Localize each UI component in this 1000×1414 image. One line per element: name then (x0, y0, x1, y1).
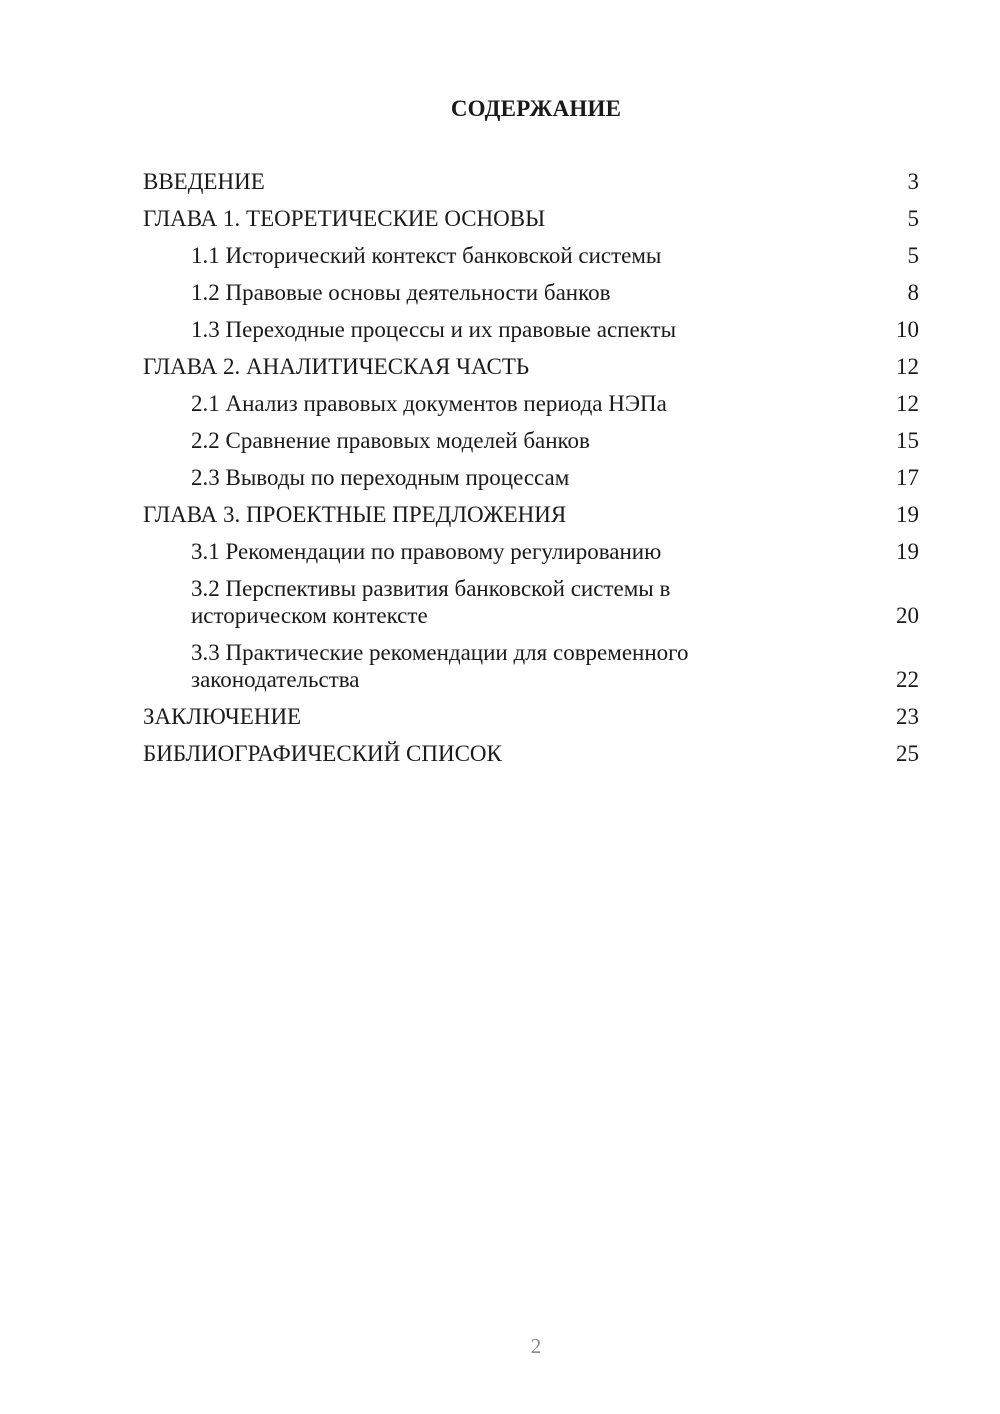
toc-entry-page: 10 (896, 317, 919, 342)
toc-entry-label: ГЛАВА 3. ПРОЕКТНЫЕ ПРЕДЛОЖЕНИЯ (143, 502, 567, 527)
toc-entry-label: ЗАКЛЮЧЕНИЕ (143, 704, 302, 729)
toc-entry-page: 12 (896, 354, 919, 379)
toc-entry-section-2-3 (143, 464, 919, 491)
toc-entry-page: 19 (896, 539, 919, 564)
toc-entry-page: 17 (896, 465, 919, 490)
toc-entry-conclusion (143, 703, 919, 730)
toc-entry-chapter-1 (143, 205, 919, 232)
toc-entry-chapter-2 (143, 353, 919, 380)
table-of-contents (143, 168, 919, 777)
toc-entry-section-3-2 (143, 575, 919, 629)
toc-entry-page: 3 (907, 169, 919, 194)
toc-entry-page: 5 (907, 206, 919, 231)
toc-entry-section-3-3 (143, 639, 919, 693)
toc-entry-page: 8 (907, 280, 919, 305)
toc-entry-page: 22 (896, 667, 919, 692)
toc-entry-page: 25 (896, 741, 919, 766)
toc-entry-section-2-2 (143, 427, 919, 454)
toc-entry-label: 1.1 Исторический контекст банковской системы (191, 243, 662, 268)
toc-entry-page: 12 (896, 391, 919, 416)
toc-entry-page: 20 (896, 603, 919, 628)
toc-entry-label: ГЛАВА 2. АНАЛИТИЧЕСКАЯ ЧАСТЬ (143, 354, 530, 379)
toc-entry-label: 2.2 Сравнение правовых моделей банков (191, 428, 590, 453)
toc-entry-label: 3.1 Рекомендации по правовому регулированию (191, 539, 662, 564)
toc-entry-page: 15 (896, 428, 919, 453)
toc-entry-label: 2.3 Выводы по переходным процессам (191, 465, 570, 490)
toc-entry-section-1-3 (143, 316, 919, 343)
toc-entry-label: 2.1 Анализ правовых документов периода НЭПа (191, 391, 667, 416)
page-number: 2 (530, 1334, 542, 1358)
toc-entry-section-2-1 (143, 390, 919, 417)
toc-entry-page: 5 (907, 243, 919, 268)
toc-entry-label: 3.3 Практические рекомендации для современного законодательства (191, 640, 689, 692)
toc-entry-label: ВВЕДЕНИЕ (143, 169, 265, 194)
toc-entry-chapter-3 (143, 501, 919, 528)
toc-entry-bibliography (143, 740, 919, 767)
toc-entry-label: ГЛАВА 1. ТЕОРЕТИЧЕСКИЕ ОСНОВЫ (143, 206, 546, 231)
page-title: СОДЕРЖАНИЕ (450, 96, 622, 121)
toc-entry-label: 1.3 Переходные процессы и их правовые аспекты (191, 317, 677, 342)
toc-entry-section-3-1 (143, 538, 919, 565)
toc-entry-label: 3.2 Перспективы развития банковской системы в историческом контексте (191, 576, 671, 628)
toc-entry-section-1-1 (143, 242, 919, 269)
toc-entry-section-1-2 (143, 279, 919, 306)
toc-entry-label: БИБЛИОГРАФИЧЕСКИЙ СПИСОК (143, 741, 502, 766)
toc-entry-label: 1.2 Правовые основы деятельности банков (191, 280, 611, 305)
toc-entry-page: 23 (896, 704, 919, 729)
toc-entry-introduction (143, 168, 919, 195)
toc-entry-page: 19 (896, 502, 919, 527)
